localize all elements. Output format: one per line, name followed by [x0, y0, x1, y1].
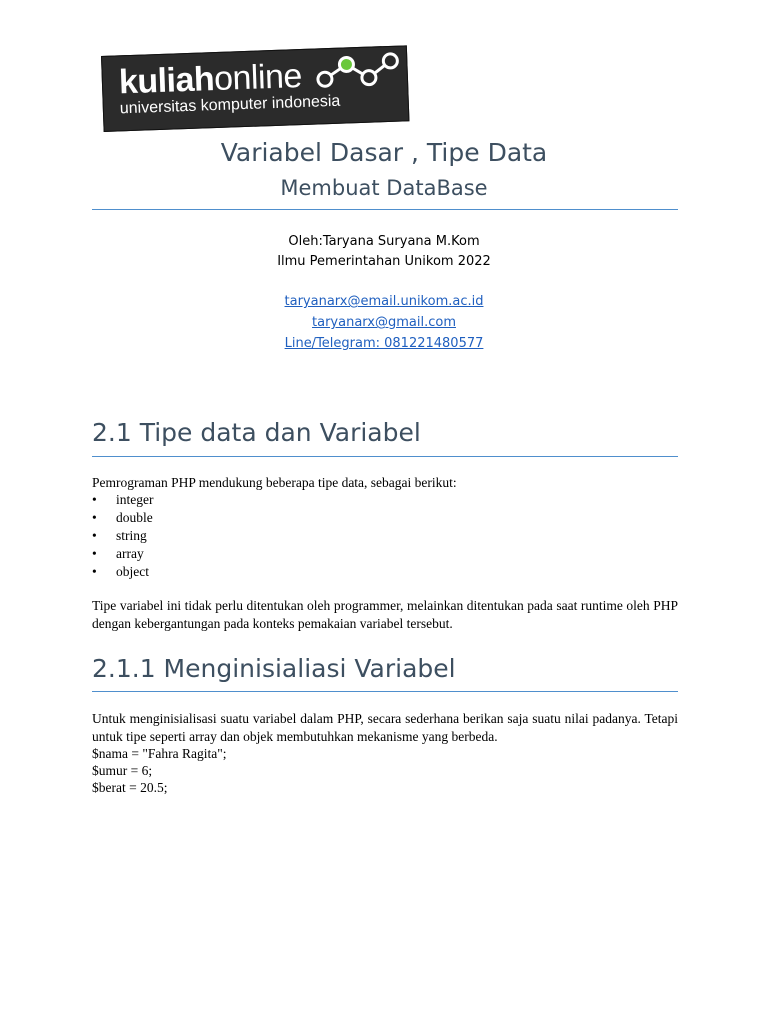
- list-item: • object: [92, 564, 149, 579]
- document-subtitle: Membuat DataBase: [280, 176, 488, 200]
- network-nodes-icon: [312, 50, 403, 97]
- title-divider: [92, 209, 678, 210]
- code-line: $umur = 6;: [92, 763, 153, 778]
- section-heading-tipe-data: 2.1 Tipe data dan Variabel: [92, 418, 421, 447]
- list-item: • array: [92, 546, 144, 561]
- logo-tagline: universitas komputer indonesia: [119, 92, 341, 118]
- section-intro: Pemrograman PHP mendukung beberapa tipe data, sebagai berikut:: [92, 475, 457, 490]
- logo-brand-bold: kuliah: [118, 60, 215, 102]
- email-link-unikom[interactable]: taryanarx@email.unikom.ac.id: [284, 294, 484, 309]
- section-divider: [92, 456, 678, 457]
- email-link-gmail[interactable]: taryanarx@gmail.com: [312, 315, 456, 330]
- author-byline: Oleh:Taryana Suryana M.Kom: [288, 234, 480, 249]
- list-item: • string: [92, 528, 147, 543]
- author-affiliation: Ilmu Pemerintahan Unikom 2022: [277, 254, 491, 269]
- kuliahonline-logo: [101, 45, 409, 132]
- document-title: Variabel Dasar , Tipe Data: [220, 138, 548, 167]
- data-type-list: [92, 491, 153, 581]
- logo-brand-light: online: [213, 57, 303, 99]
- list-item: • double: [92, 510, 153, 525]
- section-divider: [92, 691, 678, 692]
- section-intro: Untuk menginisialisasi suatu variabel dalam PHP, secara sederhana berikan saja suatu nilai padanya. Tetapi untuk tipe seperti array dan objek membutuhkan mekanisme yang berbeda.: [92, 711, 678, 744]
- code-line: $berat = 20.5;: [92, 780, 168, 795]
- code-line: $nama = "Fahra Ragita";: [92, 746, 227, 761]
- section-closing-paragraph: Tipe variabel ini tidak perlu ditentukan oleh programmer, melainkan ditentukan pada saat runtime oleh PHP dengan kebergantungan pada konteks pemakaian variabel tersebut.: [92, 598, 678, 631]
- list-item: • integer: [92, 492, 154, 507]
- contact-link[interactable]: Line/Telegram: 081221480577: [284, 336, 484, 351]
- section-heading-inisialisasi: 2.1.1 Menginisialiasi Variabel: [92, 654, 456, 683]
